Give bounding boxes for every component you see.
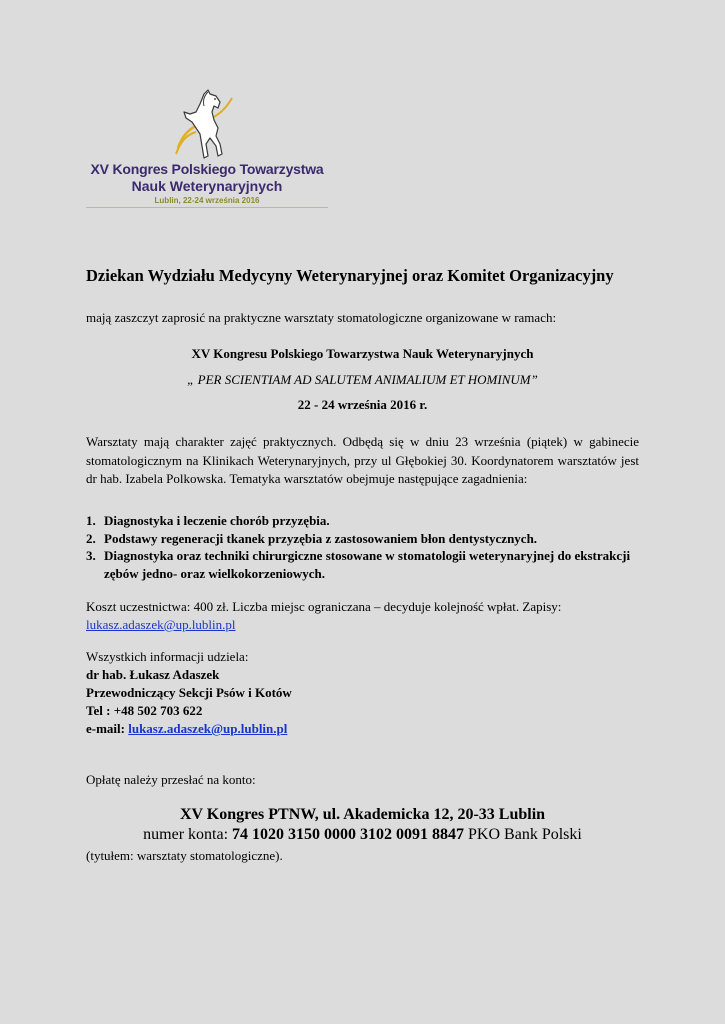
topics-list — [86, 512, 646, 582]
contact-email-row — [86, 720, 292, 738]
rearing-horse-icon — [174, 88, 236, 162]
account-number: 74 1020 3150 0000 3102 0091 8847 — [232, 826, 465, 843]
logo-title-line1: XV Kongres Polskiego Towarzystwa — [90, 161, 324, 177]
list-item — [86, 530, 646, 548]
contact-phone: Tel : +48 502 703 622 — [86, 703, 203, 718]
workshop-description: Warsztaty mają charakter zajęć praktycznych. Odbędą się w dniu 23 września (piątek) w gabinecie stomatologicznym na Klinikach Weterynaryjnych, przy ul Głębokiej 30. Koordynatorem warsztatów jest dr hab. Izabela Polkowska. Tematyka warsztatów obejmuje następujące zagadnienia: — [86, 434, 639, 486]
transfer-title-note: (tytułem: warsztaty stomatologiczne). — [86, 848, 283, 863]
payment-intro: Opłatę należy przesłać na konto: — [86, 772, 256, 787]
intro-text: mają zaszczyt zaprosić na praktyczne warsztaty stomatologiczne organizowane w ramach: — [86, 310, 557, 325]
cost-section — [86, 598, 646, 634]
list-item-text: Diagnostyka i leczenie chorób przyzębia. — [104, 513, 330, 528]
congress-dates: 22 - 24 września 2016 r. — [297, 397, 428, 412]
logo-divider — [86, 207, 328, 208]
contact-email-label: e-mail: — [86, 721, 125, 736]
payee-address: XV Kongres PTNW, ul. Akademicka 12, 20-33 Lublin — [179, 806, 546, 823]
list-item-text: Diagnostyka oraz techniki chirurgiczne stosowane w stomatologii weterynaryjnej do ekstrakcji zębów jedno- oraz wielkokorzeniowych. — [104, 548, 631, 581]
bank-name: PKO Bank Polski — [468, 826, 582, 843]
list-item-number: 2. — [86, 530, 96, 546]
logo-date-line: Lublin, 22-24 września 2016 — [154, 196, 260, 205]
list-item — [86, 512, 646, 530]
contact-name: dr hab. Łukasz Adaszek — [86, 667, 220, 682]
congress-name: XV Kongresu Polskiego Towarzystwa Nauk Weterynaryjnych — [191, 346, 534, 361]
contact-section — [86, 648, 292, 738]
cost-text: Koszt uczestnictwa: 400 zł. Liczba miejsc ograniczana – decyduje kolejność wpłat. Zapisy: — [86, 599, 562, 614]
list-item-number: 1. — [86, 513, 96, 528]
list-item-text: Podstawy regeneracji tkanek przyzębia z zastosowaniem błon dentystycznych. — [104, 530, 538, 546]
account-line — [86, 826, 639, 844]
list-item — [86, 547, 646, 582]
logo-title-line2: Nauk Weterynaryjnych — [131, 178, 283, 194]
list-item-number: 3. — [86, 548, 96, 563]
congress-logo — [86, 88, 328, 210]
registration-email-link[interactable]: lukasz.adaszek@up.lublin.pl — [86, 617, 236, 632]
page-heading: Dziekan Wydziału Medycyny Weterynaryjnej oraz Komitet Organizacyjny — [86, 266, 614, 285]
contact-intro: Wszystkich informacji udziela: — [86, 649, 249, 664]
contact-role: Przewodniczący Sekcji Psów i Kotów — [86, 685, 292, 700]
contact-email-link[interactable]: lukasz.adaszek@up.lublin.pl — [128, 721, 288, 736]
congress-motto: „ PER SCIENTIAM AD SALUTEM ANIMALIUM ET HOMINUM” — [187, 372, 538, 387]
account-label: numer konta: — [143, 826, 229, 843]
